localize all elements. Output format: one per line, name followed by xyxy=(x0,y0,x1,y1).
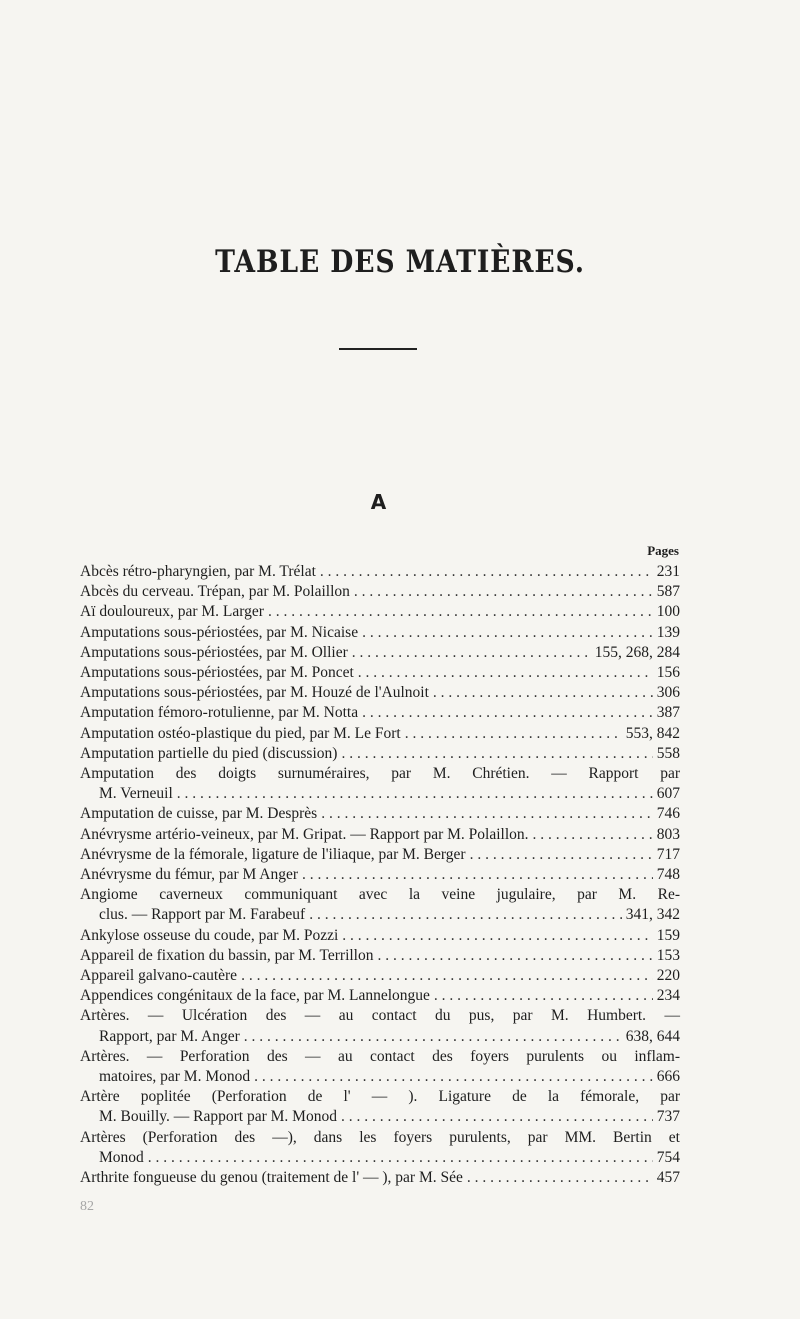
toc-entry-text: Monod xyxy=(99,1148,144,1166)
dot-leader xyxy=(241,966,653,986)
toc-entry-text: matoires, par M. Monod xyxy=(99,1068,251,1086)
toc-entry-pages: 746 xyxy=(656,805,680,823)
dot-leader xyxy=(254,1067,653,1087)
toc-entry-text: Amputation fémoro-rotulienne, par M. Notta xyxy=(80,704,359,722)
toc-entry-first-line: Artères (Perforation des —), dans les foyers purulents, par MM. Bertin et xyxy=(80,1128,680,1146)
dot-leader xyxy=(268,602,653,622)
dot-leader xyxy=(467,1168,653,1188)
page-title: TABLE DES MATIÈRES. xyxy=(215,244,585,280)
dot-leader xyxy=(341,1107,653,1127)
dot-leader xyxy=(352,643,591,663)
toc-entry-text: Abcès rétro-pharyngien, par M. Trélat xyxy=(80,563,316,580)
toc-entry xyxy=(80,926,680,946)
toc-entry-pages: 587 xyxy=(656,583,680,601)
dot-leader xyxy=(362,623,653,643)
toc-entry-pages: 159 xyxy=(656,926,680,944)
toc-entry-pages: 717 xyxy=(656,845,680,863)
toc-entry xyxy=(80,623,680,643)
toc-entry-first-line: Amputation des doigts surnuméraires, par M. Chrétien. — Rapport par xyxy=(80,765,680,783)
toc-entry-text: Rapport, par M. Anger xyxy=(99,1027,240,1045)
title-divider xyxy=(339,348,417,350)
toc-entry-pages: 100 xyxy=(656,603,680,621)
toc-entry-text: clus. — Rapport par M. Farabeuf xyxy=(99,906,306,924)
toc-entry xyxy=(80,1168,680,1188)
toc-entry-text: Ankylose osseuse du coude, par M. Pozzi xyxy=(80,926,339,944)
toc-entry-text: Amputations sous-périostées, par M. Poncet xyxy=(80,664,354,682)
dot-leader xyxy=(320,562,653,582)
toc-entry-pages: 553, 842 xyxy=(625,724,680,742)
toc-entry-pages: 737 xyxy=(656,1108,680,1126)
toc-entry xyxy=(80,865,680,885)
toc-entry-pages: 231 xyxy=(656,563,680,580)
toc-entry xyxy=(80,966,680,986)
table-of-contents xyxy=(80,562,680,1188)
toc-entry xyxy=(80,804,680,824)
toc-entry-pages: 748 xyxy=(656,866,680,884)
toc-entry xyxy=(80,885,680,925)
toc-entry-pages: 234 xyxy=(656,987,680,1005)
toc-entry-pages: 558 xyxy=(656,744,680,762)
toc-entry-first-line: Artères. — Perforation des — au contact des foyers purulents ou inflam- xyxy=(80,1047,680,1065)
dot-leader xyxy=(342,926,652,946)
toc-entry xyxy=(80,724,680,744)
toc-entry-text: Amputations sous-périostées, par M. Houzé de l'Aulnoit xyxy=(80,684,429,702)
dot-leader xyxy=(148,1148,653,1168)
toc-entry xyxy=(80,1128,680,1168)
toc-entry-text: Amputation partielle du pied (discussion) xyxy=(80,744,338,762)
toc-entry-pages: 156 xyxy=(656,664,680,682)
toc-entry-text: Anévrysme de la fémorale, ligature de l'iliaque, par M. Berger xyxy=(80,845,466,863)
toc-entry-text: Amputations sous-périostées, par M. Ollier xyxy=(80,643,348,661)
toc-entry-pages: 387 xyxy=(656,704,680,722)
toc-entry-text: Amputations sous-périostées, par M. Nicaise xyxy=(80,623,359,641)
dot-leader xyxy=(533,825,653,845)
dot-leader xyxy=(309,905,622,925)
dot-leader xyxy=(354,582,653,602)
toc-entry xyxy=(80,703,680,723)
toc-entry xyxy=(80,683,680,703)
dot-leader xyxy=(405,724,622,744)
toc-entry-first-line: Artère poplitée (Perforation de l' — ). Ligature de la fémorale, par xyxy=(80,1088,680,1106)
toc-entry-text: Appareil galvano-cautère xyxy=(80,967,238,985)
toc-entry-text: Appendices congénitaux de la face, par M. Lannelongue xyxy=(80,987,430,1005)
toc-entry-pages: 153 xyxy=(656,946,680,964)
toc-entry xyxy=(80,946,680,966)
toc-entry-pages: 220 xyxy=(656,967,680,985)
dot-leader xyxy=(321,804,653,824)
dot-leader xyxy=(177,784,653,804)
toc-entry-pages: 155, 268, 284 xyxy=(594,643,680,661)
toc-entry-text: Anévrysme du fémur, par M Anger xyxy=(80,866,299,884)
dot-leader xyxy=(358,663,653,683)
toc-entry-text: M. Bouilly. — Rapport par M. Monod xyxy=(99,1108,337,1126)
toc-entry-pages: 341, 342 xyxy=(625,906,680,924)
section-letter: A xyxy=(370,490,387,514)
toc-entry-pages: 754 xyxy=(656,1148,680,1166)
toc-entry-pages: 803 xyxy=(656,825,680,843)
toc-entry xyxy=(80,1087,680,1127)
toc-entry xyxy=(80,643,680,663)
dot-leader xyxy=(302,865,653,885)
pages-column-header: Pages xyxy=(647,543,679,558)
page-mark: 82 xyxy=(80,1199,94,1214)
toc-entry-text: Arthrite fongueuse du genou (traitement de l' — ), par M. Sée xyxy=(80,1169,463,1187)
dot-leader xyxy=(244,1027,622,1047)
dot-leader xyxy=(341,744,652,764)
toc-entry-text: M. Verneuil xyxy=(99,785,173,803)
toc-entry xyxy=(80,562,680,582)
toc-entry-text: Appareil de fixation du bassin, par M. Terrillon xyxy=(80,946,374,964)
toc-entry-text: Aï douloureux, par M. Larger xyxy=(80,603,264,621)
toc-entry-text: Anévrysme artério-veineux, par M. Gripat. — Rapport par M. Polaillon. xyxy=(80,825,529,843)
toc-entry-text: Abcès du cerveau. Trépan, par M. Polaillon xyxy=(80,583,350,601)
toc-entry xyxy=(80,825,680,845)
toc-entry xyxy=(80,602,680,622)
toc-entry-first-line: Artères. — Ulcération des — au contact du pus, par M. Humbert. — xyxy=(80,1007,680,1025)
toc-entry xyxy=(80,582,680,602)
toc-entry xyxy=(80,1047,680,1087)
toc-entry-text: Amputation ostéo-plastique du pied, par M. Le Fort xyxy=(80,724,401,742)
dot-leader xyxy=(470,845,653,865)
dot-leader xyxy=(434,986,653,1006)
toc-entry-text: Amputation de cuisse, par M. Desprès xyxy=(80,805,318,823)
toc-entry-first-line: Angiome caverneux communiquant avec la veine jugulaire, par M. Re- xyxy=(80,886,680,904)
toc-entry-pages: 638, 644 xyxy=(625,1027,680,1045)
toc-entry xyxy=(80,744,680,764)
dot-leader xyxy=(362,703,653,723)
toc-entry-pages: 306 xyxy=(656,684,680,702)
toc-entry-pages: 666 xyxy=(656,1068,680,1086)
toc-entry-pages: 457 xyxy=(656,1169,680,1187)
toc-entry-pages: 139 xyxy=(656,623,680,641)
toc-entry xyxy=(80,1006,680,1046)
toc-entry xyxy=(80,663,680,683)
dot-leader xyxy=(378,946,653,966)
toc-entry-pages: 607 xyxy=(656,785,680,803)
toc-entry xyxy=(80,986,680,1006)
toc-entry xyxy=(80,845,680,865)
toc-entry xyxy=(80,764,680,804)
dot-leader xyxy=(433,683,653,703)
